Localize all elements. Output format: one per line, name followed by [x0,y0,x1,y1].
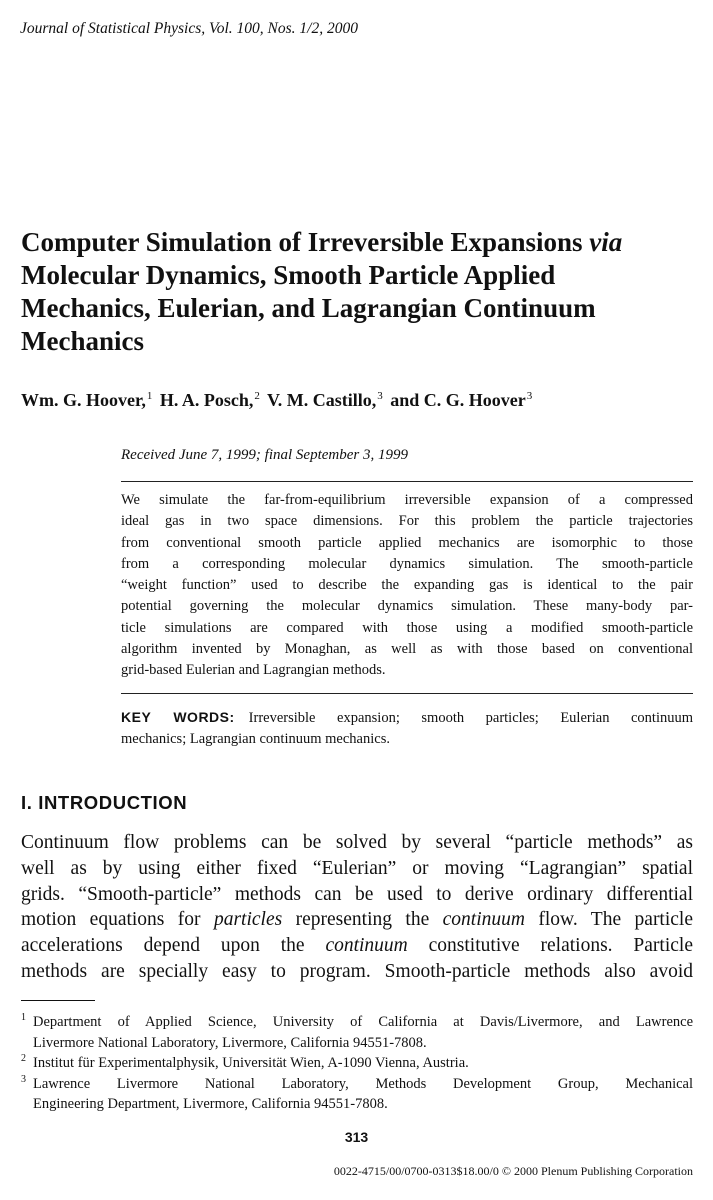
footnote-line: Livermore National Laboratory, Livermore, California 94551-7808. [33,1034,427,1051]
intro-line: Continuum flow problems can be solved by several “particle methods” as [21,832,693,853]
received-dates: Received June 7, 1999; final September 3, 1999 [121,447,408,463]
footnote-rule [21,1000,95,1001]
abstract-line: “weight function” used to describe the expanding gas is identical to the pair [121,577,693,594]
abstract-line: algorithm invented by Monaghan, as well as with those based on conventional [121,641,693,658]
keywords-line-2: mechanics; Lagrangian continuum mechanics. [121,731,390,747]
footnote-line: Institut für Experimentalphysik, Universität Wien, A-1090 Vienna, Austria. [33,1055,469,1071]
abstract-line: We simulate the far-from-equilibrium irreversible expansion of a compressed [121,492,693,508]
introduction-text [21,830,693,985]
title-line-1: Computer Simulation of Irreversible Expansions via [21,227,623,257]
author: V. M. Castillo, [267,390,377,410]
author-list [21,390,535,411]
keywords-line-1: KEY WORDS: Irreversible expansion; smooth particles; Eulerian continuum [121,709,694,726]
page-number: 313 [344,1129,369,1145]
intro-line: grids. “Smooth-particle” methods can be used to derive ordinary differential [21,883,693,905]
author: Wm. G. Hoover, [21,390,146,410]
intro-line: accelerations depend upon the continuum constitutive relations. Particle [21,935,693,957]
keywords-block [121,707,693,750]
journal-citation: Journal of Statistical Physics, Vol. 100, Nos. 1/2, 2000 [20,20,358,37]
abstract-bottom-rule [121,693,693,694]
title-line-2: Molecular Dynamics, Smooth Particle Applied [21,260,556,290]
abstract-line: grid-based Eulerian and Lagrangian methods. [121,662,386,679]
footnote-line: Department of Applied Science, University of California at Davis/Livermore, and Lawrence [33,1014,693,1030]
abstract-line: from a corresponding molecular dynamics simulation. The smooth-particle [121,555,693,572]
title-line-4: Mechanics [21,326,144,356]
abstract [121,490,693,682]
footnote [21,1012,693,1053]
footnote-number: 2 [21,1053,26,1064]
author: and C. G. Hoover [390,390,526,410]
affiliation-marker: 2 [254,390,260,402]
copyright-line: 0022-4715/00/0700-0313$18.00/0 © 2000 Plenum Publishing Corporation [333,1164,693,1178]
abstract-line: from conventional smooth particle applied mechanics are isomorphic to those [121,534,693,551]
author: H. A. Posch, [159,390,254,410]
intro-line: motion equations for particles representing the continuum flow. The particle [21,909,693,931]
affiliation-marker: 3 [377,390,383,402]
keywords-label: KEY WORDS: [121,709,235,725]
footnote-number: 1 [21,1012,26,1023]
title-italic-via: via [589,227,623,257]
footnote-line: Lawrence Livermore National Laboratory, Methods Development Group, Mechanical [33,1075,693,1092]
footnote [21,1053,693,1074]
abstract-line: ideal gas in two space dimensions. For this problem the particle trajectories [121,513,693,530]
intro-line: methods are specially easy to program. Smooth-particle methods also avoid [21,960,693,982]
paper-title [21,226,701,358]
section-heading: I. INTRODUCTION [21,792,188,813]
intro-line: well as by using either fixed “Eulerian” or moving “Lagrangian” spatial [21,857,693,879]
abstract-line: potential governing the molecular dynamics simulation. These many-body par- [121,598,693,615]
footnote-number: 3 [21,1073,26,1085]
footnote [21,1074,693,1115]
footnotes [21,1012,693,1115]
title-line-3: Mechanics, Eulerian, and Lagrangian Continuum [21,293,596,323]
abstract-line: ticle simulations are compared with those using a modified smooth-particle [121,619,693,636]
affiliation-marker: 1 [146,390,153,402]
footnote-line: Engineering Department, Livermore, California 94551-7808. [33,1096,388,1112]
abstract-top-rule [121,481,693,482]
affiliation-marker: 3 [526,390,533,402]
